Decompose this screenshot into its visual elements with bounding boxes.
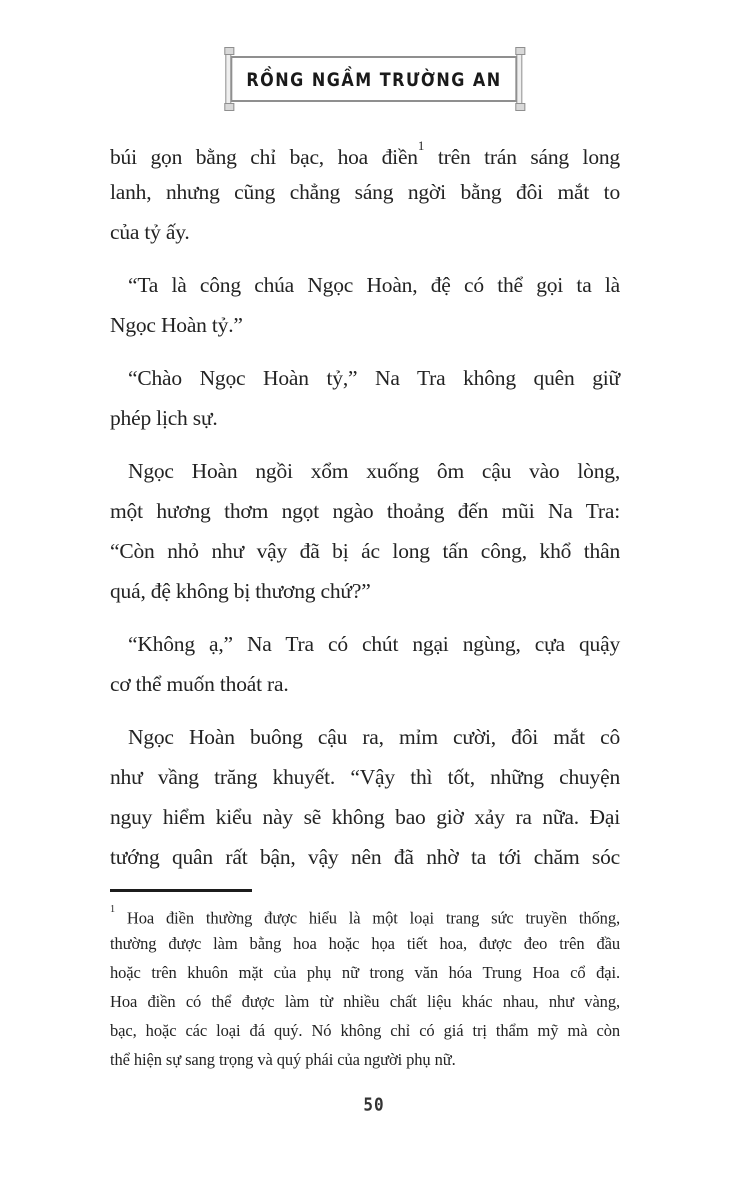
- footnote-line: thể hiện sự sang trọng và quý phái của người phụ nữ.: [110, 1050, 456, 1069]
- footnote-line: bạc, hoặc các loại đá quý. Nó không chỉ có giá trị thẩm mỹ mà còn: [110, 1021, 620, 1040]
- text-line: “Chào Ngọc Hoàn tỷ,” Na Tra không quên giữ: [128, 366, 620, 390]
- text-run: Hoa điền thường được hiểu là một loại trang sức truyền thống,: [115, 908, 620, 928]
- text-line: “Còn nhỏ như vậy đã bị ác long tấn công, khổ thân: [110, 539, 620, 563]
- page-number: 50: [363, 1094, 385, 1115]
- text-line: tướng quân rất bận, vậy nên đã nhờ ta tới chăm sóc: [110, 845, 620, 869]
- text-line: “Ta là công chúa Ngọc Hoàn, đệ có thể gọi ta là: [128, 273, 620, 297]
- footnote-line: Hoa điền có thể được làm từ nhiều chất liệu khác nhau, như vàng,: [110, 992, 620, 1011]
- banner-box: [230, 56, 517, 102]
- footnote: [110, 900, 620, 1074]
- footnote-line: [110, 900, 620, 929]
- text-run: búi gọn bằng chỉ bạc, hoa điền: [110, 145, 418, 170]
- page-body: [110, 132, 620, 1074]
- text-line: phép lịch sự.: [110, 406, 218, 430]
- text-line: của tỷ ấy.: [110, 220, 190, 244]
- paragraph-4: [110, 451, 620, 611]
- text-line: “Không ạ,” Na Tra có chút ngại ngùng, cựa quậy: [128, 632, 620, 656]
- paragraph-6: [110, 717, 620, 877]
- footnote-line: hoặc trên khuôn mặt của phụ nữ trong văn hóa Trung Hoa cổ đại.: [110, 963, 620, 982]
- footnote-divider: [110, 889, 252, 892]
- text-line: Ngọc Hoàn ngồi xổm xuống ôm cậu vào lòng,: [128, 459, 620, 483]
- text-run: trên trán sáng long: [424, 145, 620, 170]
- text-line: một hương thơm ngọt ngào thoảng đến mũi Na Tra:: [110, 499, 620, 523]
- text-line: Ngọc Hoàn buông cậu ra, mỉm cười, đôi mắt cô: [128, 725, 620, 749]
- text-line: Ngọc Hoàn tỷ.”: [110, 313, 243, 337]
- paragraph-5: [110, 624, 620, 704]
- chapter-banner: [225, 48, 522, 110]
- text-line: lanh, nhưng cũng chẳng sáng ngời bằng đôi mắt to: [110, 180, 620, 204]
- text-line: như vầng trăng khuyết. “Vậy thì tốt, những chuyện: [110, 765, 620, 789]
- footnote-line: thường được làm bằng hoa hoặc họa tiết hoa, được đeo trên đầu: [110, 934, 620, 953]
- text-line: cơ thể muốn thoát ra.: [110, 672, 289, 696]
- footnote-reference: 1: [417, 138, 425, 153]
- paragraph-1: [110, 132, 620, 252]
- text-line: quá, đệ không bị thương chứ?”: [110, 579, 371, 603]
- paragraph-3: [110, 358, 620, 438]
- book-title: RỒNG NGẦM TRƯỜNG AN: [246, 68, 502, 90]
- text-line: [110, 132, 620, 172]
- paragraph-2: [110, 265, 620, 345]
- text-line: nguy hiểm kiểu này sẽ không bao giờ xảy ra nữa. Đại: [110, 805, 620, 829]
- footnote-marker: 1: [110, 903, 116, 915]
